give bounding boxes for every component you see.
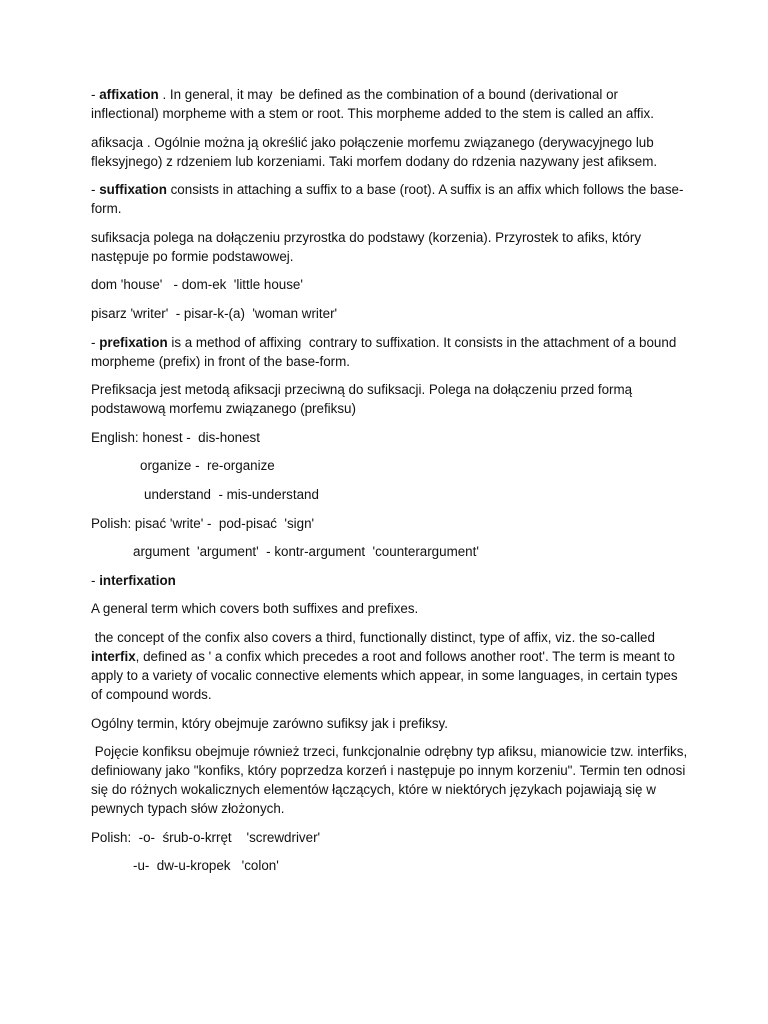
example-line: Polish: -o- śrub-o-krręt 'screwdriver': [91, 829, 321, 845]
heading-interfixation: [91, 571, 688, 590]
paragraph-sufiksacja: sufiksacja polega na dołączeniu przyrostka do podstawy (korzenia). Przyrostek to afiks, który następuje po formie podstawowej.: [91, 229, 645, 264]
example-line: -u- dw-u-kropek 'colon': [133, 858, 279, 874]
term-interfixation: interfixation: [99, 572, 176, 588]
bullet-dash: -: [91, 87, 100, 102]
example-line: pisarz 'writer' - pisar-k-(a) 'woman writer': [91, 305, 338, 321]
example-line: organize - re-organize: [140, 458, 275, 474]
bullet-dash: -: [91, 182, 100, 198]
example-line: understand - mis-understand: [144, 486, 319, 502]
paragraph-prefiksacja: Prefiksacja jest metodą afiksacji przeciwną do sufiksacji. Polega na dołączeniu przed formą podstawową morfemu związanego (prefiksu): [91, 382, 636, 417]
example-line: Polish: pisać 'write' - pod-pisać 'sign': [91, 515, 315, 531]
paragraph-general-term: A general term which covers both suffixes and prefixes.: [91, 601, 419, 617]
paragraph-afiksacja: afiksacja . Ogólnie można ją określić jako połączenie morfemu związanego (derywacyjnego lub fleksyjnego) z rdzeniem lub korzeniami. Taki morfem dodany do rdzenia nazywany jest afiksem.: [91, 134, 658, 169]
paragraph-affixation: [91, 85, 688, 123]
example-line: English: honest - dis-honest: [91, 429, 260, 445]
paragraph-prefixation: [91, 333, 688, 371]
paragraph-ogolny-termin: Ogólny termin, który obejmuje zarówno sufiksy jak i prefiksy.: [91, 715, 448, 731]
term-affixation: affixation: [99, 87, 159, 102]
definition-text: is a method of affixing contrary to suffixation. It consists in the attachment of a bound morpheme (prefix) in front of the base-form.: [91, 334, 681, 369]
term-interfix: interfix: [91, 648, 136, 664]
confix-text-after: , defined as ' a confix which precedes a root and follows another root'. The term is meant to apply to a variety of vocalic connective elements which appear, in some languages, in certain types of compound words.: [91, 648, 682, 702]
bullet-dash: -: [91, 572, 100, 588]
term-prefixation: prefixation: [99, 334, 168, 350]
confix-text-before: the concept of the confix also covers a third, functionally distinct, type of affix, viz. the so-called: [91, 629, 659, 645]
bullet-dash: -: [91, 334, 100, 350]
definition-text: consists in attaching a suffix to a base (root). A suffix is an affix which follows the base-form.: [91, 182, 684, 217]
paragraph-confix: [91, 628, 688, 704]
paragraph-konfiks: Pojęcie konfiksu obejmuje również trzeci, funkcjonalnie odrębny typ afiksu, mianowicie tzw. interfiks, definiowany jako "konfiks, który poprzedza korzeń i następuje po innym korzeniu". Termin ten odnosi się do różnych wokalicznych elementów łączących, które w niektórych językach pojawiają się w pewnych typach słów złożonych.: [91, 744, 691, 817]
example-line: dom 'house' - dom-ek 'little house': [91, 277, 303, 293]
paragraph-suffixation: [91, 180, 688, 218]
example-line: argument 'argument' - kontr-argument 'counterargument': [133, 544, 479, 560]
term-suffixation: suffixation: [99, 182, 167, 198]
definition-text: . In general, it may be defined as the combination of a bound (derivational or inflectional) morpheme with a stem or root. This morpheme added to the stem is called an affix.: [91, 87, 654, 121]
